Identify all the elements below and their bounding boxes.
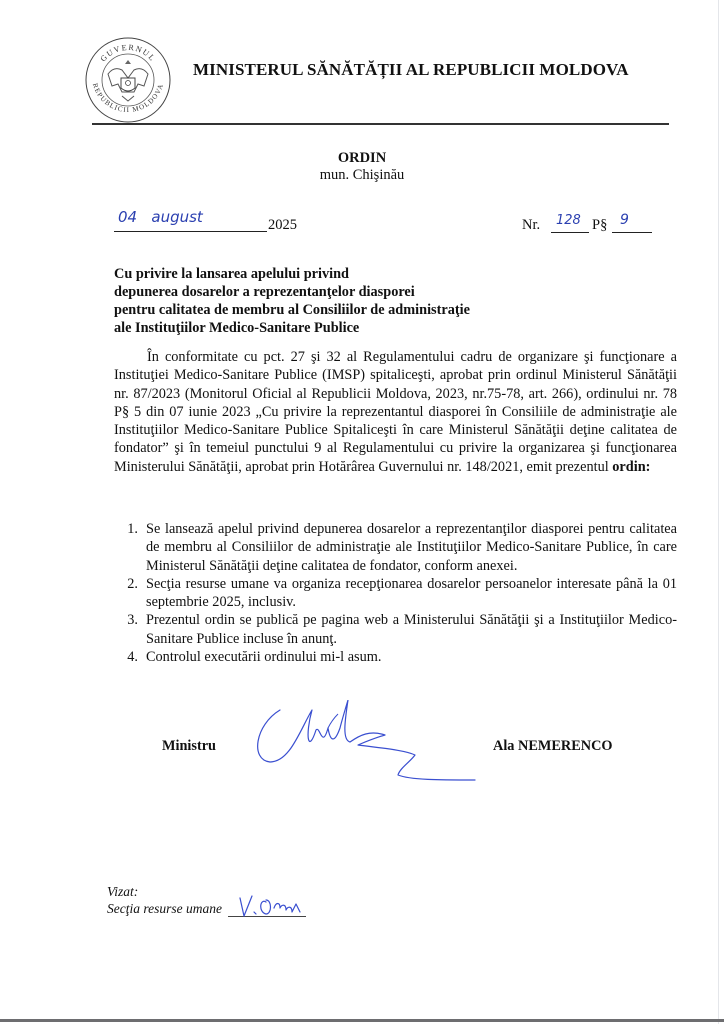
order-text: Controlul executării ordinului mi-l asum. (146, 649, 382, 666)
order-item (114, 611, 677, 648)
preamble-paragraph (114, 348, 677, 476)
order-item (114, 648, 677, 666)
subject-line: depunerea dosarelor a reprezentanţelor diasporei (114, 284, 415, 300)
handwritten-signature-icon (250, 700, 480, 790)
header-divider (92, 123, 669, 125)
handwritten-initials-icon (230, 890, 320, 920)
orders-list (114, 520, 677, 666)
preamble-text: În conformitate cu pct. 27 şi 32 al Regulamentului cadru de organizare şi funcţionare a Instituţiei Medico-Sanitare Publice (IMSP) spitaliceşti, aprobat prin ordinul Ministerul Sănătăţii nr. 87/2023 (Monitorul Oficial al Republicii Moldova, 2023, nr.75-78, art. 266), ordinului nr. 78 P§ 5 din 07 iunie 2023 „Cu privire la reprezentantul diasporei în Consiliile de administraţie ale Instituţiilor Medico-Sanitare Publice Spitaliceşti în care Ministerul Sănătăţii deţine calitatea de fondator” şi în temeiul punctului 9 al Regulamentului cu privire la organizarea şi funcţionarea Ministerului Sănătăţii, aprobat prin Hotărârea Guvernului nr. 148/2021, emit prezentul (114, 349, 677, 475)
order-number: 2. (127, 575, 138, 592)
order-number: 1. (127, 521, 138, 537)
preamble-ordin-bold: ordin: (612, 458, 651, 475)
document-type: ORDIN (337, 150, 387, 166)
minister-name: Ala NEMERENCO (493, 738, 613, 754)
coat-of-arms-seal-icon (84, 36, 172, 124)
order-item (114, 575, 677, 612)
date-year: 2025 (268, 217, 297, 233)
order-text: Se lansează apelul privind depunerea dosarelor a reprezentanţilor diasporei pentru calitatea de membru al Consiliilor de administraţie ale Instituţiilor Medico-Sanitare Publice, în care Ministerul Sănătăţii deţine calitatea de fondator, conform anexei. (146, 521, 677, 574)
svg-text:GUVERNUL: GUVERNUL (98, 42, 158, 64)
number-label: Nr. (522, 217, 541, 233)
svg-text:REPUBLICII MOLDOVA: REPUBLICII MOLDOVA (90, 82, 166, 115)
visa-label: Vizat: (107, 884, 139, 899)
subject-line: Cu privire la lansarea apelului privind (114, 266, 350, 282)
date-underline (114, 231, 267, 232)
handwritten-paragraph-number: 9 (620, 212, 629, 228)
subject-line: pentru calitatea de membru al Consiliilor de administraţie (114, 302, 470, 318)
paragraph-label: P§ (592, 217, 608, 233)
subject-block (114, 265, 470, 337)
order-number: 4. (127, 649, 138, 666)
paragraph-underline (612, 232, 652, 233)
number-underline (551, 232, 589, 233)
visa-department: Secţia resurse umane (107, 901, 222, 916)
document-city: mun. Chişinău (319, 167, 405, 183)
page-edge-bottom (0, 1019, 724, 1022)
order-text: Secţia resurse umane va organiza recepţionarea dosarelor persoanelor interesate până la 01 septembrie 2025, inclusiv. (146, 575, 677, 611)
order-text: Prezentul ordin se publică pe pagina web a Ministerului Sănătăţii şi a Instituţiilor Medico-Sanitare Publice incluse în anunţ. (146, 612, 677, 647)
subject-line: ale Instituţiilor Medico-Sanitare Publice (114, 320, 360, 336)
order-number: 3. (127, 612, 138, 629)
handwritten-number: 128 (556, 213, 581, 228)
order-item (114, 520, 677, 575)
minister-role: Ministru (162, 738, 217, 754)
ministry-title: MINISTERUL SĂNĂTĂȚII AL REPUBLICII MOLDOVA (193, 60, 629, 79)
handwritten-date: 04 august (118, 208, 203, 226)
